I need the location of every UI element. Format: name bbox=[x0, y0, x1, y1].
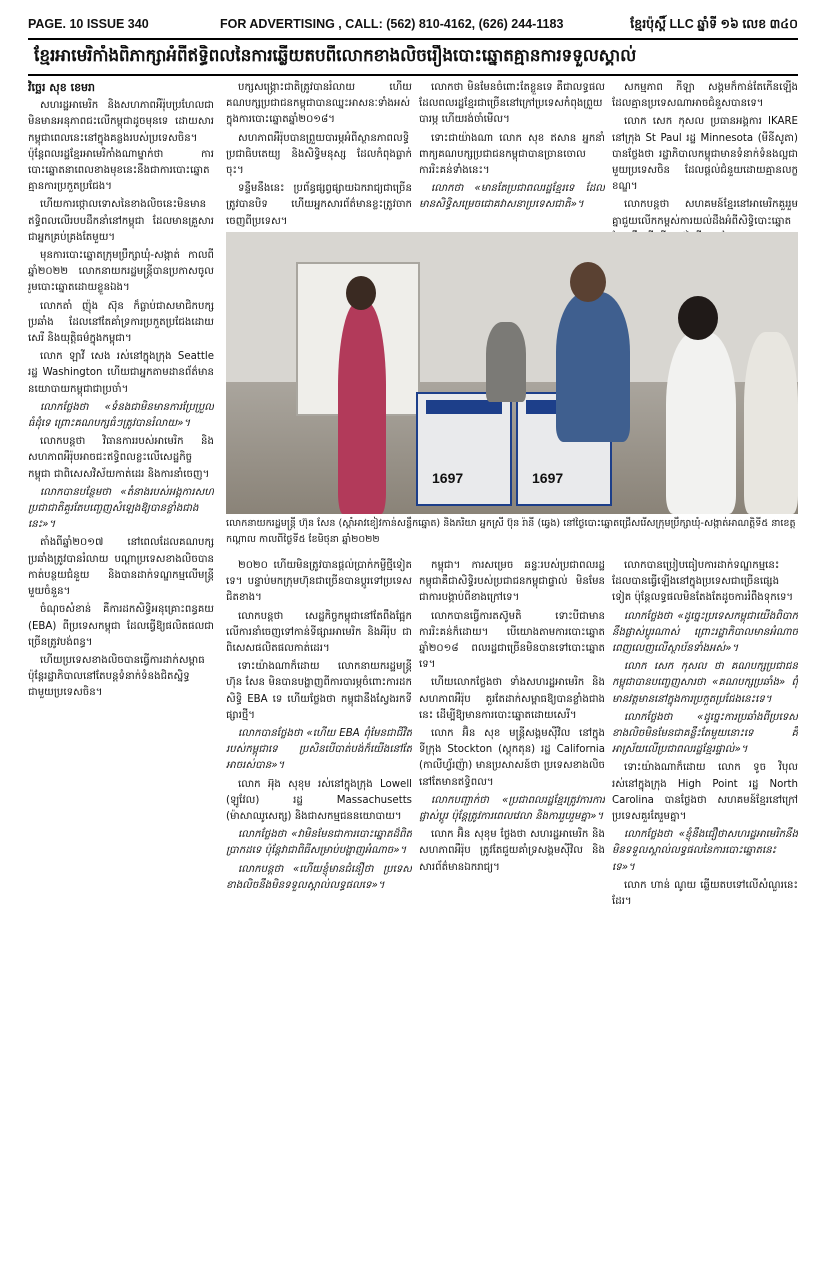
paragraph: លោក សេក កុសល ប្រធានអង្គការ IKARE នៅក្រុង St Paul រដ្ឋ Minnesota (មីនីសូតា) បានថ្លែងថា រដ្ឋាភិបាលកម្ពុជាមានទំនាក់ទំនងល្អជាមួយប្រទេសចិន ដែលផ្តល់ជំនួយដោយគ្មានលក្ខខណ្ឌ។ bbox=[612, 116, 798, 193]
article-column-1 bbox=[28, 80, 214, 1250]
paragraph: ទន្ទឹមនឹងនេះ ប្រព័ន្ធផ្សព្វផ្សាយឯករាជ្យជាច្រើនត្រូវបានបិទ ហើយអ្នកសារព័ត៌មានខ្លះត្រូវចាកចេញពីប្រទេស។ bbox=[226, 183, 412, 227]
paragraph: លោកបានធ្វើការតស៊ូមតិ ទោះបីជាមានការរិះគន់ក៏ដោយ។ បើយោងតាមការបោះឆ្នោតឆ្នាំ២០១៨ ពលរដ្ឋជាច្រើនមិនបានទៅបោះឆ្នោតទេ។ bbox=[419, 610, 605, 671]
column-4-top-body bbox=[612, 80, 798, 246]
paragraph: បក្សសង្គ្រោះជាតិត្រូវបានរំលាយ ហើយគណបក្សប្រជាជនកម្ពុជាបានឈ្នះអាសនៈទាំងអស់ក្នុងការបោះឆ្នោតឆ្នាំ២០១៨។ bbox=[226, 82, 412, 126]
paragraph: លោកថ្លែងថា «ដូច្នេះប្រទេសកម្ពុជាយើងពិបាកនឹងផ្លាស់ប្តូរណាស់ ព្រោះរដ្ឋាភិបាលមានអំណាចពេញលេញលើស្ថាប័នទាំងអស់»។ bbox=[612, 610, 798, 655]
paragraph: លោក អ៊ិន សុខ មន្ត្រីសង្គមស៊ីវិល នៅក្នុងទីក្រុង Stockton (ស្តុកតុន) រដ្ឋ California (កាលីហ្វ័រញ៉ា) មានប្រសាសន៍ថា ប្រទេសខាងលិចនៅតែមានឥទ្ធិពល។ bbox=[419, 728, 605, 788]
article-column-2-top bbox=[226, 80, 412, 230]
woman-figure bbox=[338, 302, 386, 514]
column-1-body bbox=[28, 98, 214, 701]
paragraph: លោក អ៊ិន សុខុម ថ្លែងថា សហរដ្ឋអាមេរិក និងសហភាពអឺរ៉ុប ត្រូវតែជួយគាំទ្រសង្គមស៊ីវិល និងសារព័ត៌មានឯករាជ្យ។ bbox=[419, 829, 605, 873]
column-4-bottom-body bbox=[612, 558, 798, 910]
official-head bbox=[678, 296, 718, 340]
paragraph: ហើយការថ្កោលទោសនៃខាងលិចនេះមិនមានឥទ្ធិពលលើរបបដឹកនាំនៅកម្ពុជា ដែលមានគ្រួសារជាអ្នកគ្រប់គ្រងតែមួយ។ bbox=[28, 199, 214, 243]
man-figure bbox=[556, 292, 630, 442]
page-issue-label: PAGE. 10 ISSUE 340 bbox=[28, 17, 149, 31]
paragraph: សហភាពអឺរ៉ុបបានព្រួយបារម្ភអំពីស្ថានភាពលទ្ធិប្រជាធិបតេយ្យ និងសិទ្ធិមនុស្ស ដែលកំពុងធ្លាក់ចុះ។ bbox=[226, 132, 412, 177]
paragraph: លោកបន្តថា វិធានការរបស់អាមេរិក និងសហភាពអឺរ៉ុបអាចជះឥទ្ធិពលខ្លះលើសេដ្ឋកិច្ចកម្ពុជា ជាពិសេសវិស័យកាត់ដេរ និងការនាំចេញ។ bbox=[28, 436, 214, 480]
article-column-3-top bbox=[419, 80, 605, 230]
staff-figure bbox=[744, 332, 798, 514]
byline: វិច្ឆេរ សុខ ខេមរា bbox=[28, 81, 96, 94]
paragraph: លោកបានប្រៀបធៀបការដាក់ទណ្ឌកម្មនេះ ដែលបានធ្វើឡើងនៅក្នុងប្រទេសជាច្រើនផ្សេងទៀត ប៉ុន្តែលទ្ធផលមិនតែងតែដូចការរំពឹងទុកទេ។ bbox=[612, 560, 794, 604]
paragraph: សកម្មភាព កីឡា សង្គមក៏កាន់តែកើនឡើង ដែលគ្មានប្រទេសណាអាចជំនួសបានទេ។ bbox=[612, 82, 798, 110]
article-column-3-bottom bbox=[419, 558, 605, 1258]
paragraph: លោកបន្តថា សហគមន៍ខ្មែរនៅអាមេរិកគួររួមគ្នាជួយលើកកម្ពស់ការយល់ដឹងអំពីសិទ្ធិបោះឆ្នោត bbox=[612, 199, 798, 227]
paragraph: ទោះជាយ៉ាងណា លោក សុខ ឥសាន អ្នកនាំពាក្យគណបក្សប្រជាជនកម្ពុជាបានច្រានចោលការរិះគន់ទាំងនេះ។ bbox=[419, 132, 605, 177]
advertising-contact: FOR ADVERTISING , CALL: (562) 810-4162, (626) 244-1183 bbox=[220, 17, 564, 31]
paragraph: ចំណុចសំខាន់ គឺការដកសិទ្ធិអនុគ្រោះពន្ធគយ (EBA) ពីប្រទេសកម្ពុជា ដែលធ្វើឱ្យផលិតផលជាច្រើនត្រូវបង់ពន្ធ។ bbox=[28, 604, 214, 648]
paragraph: ២០២០ ហើយមិនត្រូវបានផ្តល់ប្រាក់កម្ចីថ្មីទៀតទេ។ បន្ទាប់មកក្រុមហ៊ុនជាច្រើនបានប្តូរទៅប្រទេសជិតខាង។ bbox=[226, 560, 412, 604]
ballot-number-left: 1697 bbox=[432, 470, 464, 486]
paragraph: មុនការបោះឆ្នោតក្រុមប្រឹក្សាឃុំ-សង្កាត់ កាលពីឆ្នាំ២០២២ លោកនាយករដ្ឋមន្ត្រីបានប្រកាសចូលរួមបោះឆ្នោតដោយខ្លួនឯង។ bbox=[28, 250, 214, 294]
article-column-4-bottom bbox=[612, 558, 798, 1258]
column-2-bottom-body bbox=[226, 558, 412, 894]
paragraph: លោកបានបន្ថែមថា «តំនាងរបស់អង្គការសហប្រជាជាតិគួរតែបញ្ចេញសំឡេងឱ្យបានខ្លាំងជាងនេះ»។ bbox=[28, 486, 214, 531]
paragraph: លោកបញ្ជាក់ថា «ប្រជាពលរដ្ឋខ្មែរត្រូវការការផ្លាស់ប្តូរ ប៉ុន្តែត្រូវការពេលវេលា និងការរួបរួមគ្នា»។ bbox=[419, 794, 605, 823]
paragraph: ទោះយ៉ាងណាក៏ដោយ លោកនាយករដ្ឋមន្ត្រី ហ៊ុន សែន មិនបានបង្ហាញពីការបារម្ភចំពោះការដកសិទ្ធិ EBA ទេ ហើយថ្លែងថា កម្ពុជានឹងស្វែងរកទីផ្សារថ្មី។ bbox=[226, 661, 412, 721]
paragraph: តាំងពីឆ្នាំ២០១៧ នៅពេលដែលគណបក្សប្រឆាំងត្រូវបានរំលាយ បណ្តាប្រទេសខាងលិចបានកាត់បន្ថយជំនួយ និងបានដាក់ទណ្ឌកម្មលើមន្ត្រីមួយចំនួន។ bbox=[28, 537, 214, 598]
paragraph: លោក សេក កុសល ថា គណបក្សប្រជាជនកម្ពុជាបានបញ្ចេញសារថា «គណបក្សប្រឆាំង» ពុំមានវត្តមាននៅក្នុងការប្រកួតប្រជែងនេះទេ។ bbox=[612, 661, 798, 705]
photo-caption: លោកនាយករដ្ឋមន្ត្រី ហ៊ុន សែន (ស្តាំអាវខៀវកាន់សន្លឹកឆ្នោត) និងភរិយា អ្នកស្រី ប៊ុន រ៉ានី (ឆ្វេង) នៅថ្ងៃបោះឆ្នោតជ្រើសរើសក្រុមប្រឹក្សាឃុំ-សង្កាត់អាណត្តិទី៥ នាខេត្តកណ្តាល កាលពីថ្ងៃទី៥ ខែមិថុនា ឆ្នាំ២០២២ bbox=[226, 518, 796, 545]
paragraph: លោក ឡាវី សេង រស់នៅក្នុងក្រុង Seattle រដ្ឋ Washington ហើយជាអ្នកតាមដានព័ត៌មាននយោបាយកម្ពុជាជាប្រចាំ។ bbox=[28, 351, 214, 395]
paragraph: សហរដ្ឋអាមេរិក និងសហភាពអឺរ៉ុបប្រហែលជាមិនមានអនុភាពជះលើកម្ពុជាដូចមុនទេ ដោយសារកម្ពុជាពេលនេះនៅក្នុងគន្លងរបស់ប្រទេសចិន។ ប៉ុន្តែពលរដ្ឋខ្មែរអាមេរិកាំងណាម្នាក់ថា ការបោះឆ្នោតនាពេលខាងមុខនេះនឹងជាការបោះឆ្នោតគ្មានការប្រកួតប្រជែង។ bbox=[28, 100, 214, 193]
column-3-bottom-body bbox=[419, 558, 605, 876]
paragraph: លោក ហាន់ ណូយ ឆ្លើយតបទៅលើសំណួរនេះដែរ។ bbox=[612, 879, 798, 908]
official-figure bbox=[666, 332, 736, 514]
column-3-top-body bbox=[419, 80, 605, 214]
paragraph: ហើយប្រទេសខាងលិចបានធ្វើការដាក់សម្ពាធ ប៉ុន្តែរដ្ឋាភិបាលនៅតែបន្តទំនាក់ទំនងជិតស្និទ្ធជាមួយប្រទេសចិន។ bbox=[28, 654, 205, 699]
ballot-box-left bbox=[416, 392, 512, 506]
bystander-figure bbox=[486, 322, 526, 402]
column-2-top-body bbox=[226, 80, 412, 230]
paragraph: លោកបន្តថា «ហើយខ្ញុំមានជំនឿថា ប្រទេសខាងលិចនឹងមិនទទួលស្គាល់លទ្ធផលទេ»។ bbox=[226, 863, 412, 891]
woman-head bbox=[346, 276, 376, 310]
headline: ខ្មែរអាមេរិកាំងពិភាក្សាអំពីឥទ្ធិពលនៃការឆ្លើយតបពីលោកខាងលិចរឿងបោះឆ្នោតគ្មានការទទួលស្គាល់ bbox=[34, 45, 637, 66]
ballot-number-right: 1697 bbox=[532, 470, 564, 486]
page-header bbox=[28, 14, 798, 34]
headline-bar bbox=[28, 38, 798, 76]
paragraph: ទោះយ៉ាងណាក៏ដោយ លោក ទូច វិបុល រស់នៅក្នុងក្រុង High Point រដ្ឋ North Carolina បានថ្លែងថា សហគមន៍ខ្មែរនៅក្រៅប្រទេសគួរតែរួមគ្នា។ bbox=[612, 762, 798, 823]
man-head bbox=[570, 262, 606, 302]
paragraph: លោកបានថ្លែងថា «ហើយ EBA ពុំមែនជាជីវិតរបស់កម្ពុជាទេ ប្រសិនបើបាត់បង់ក៏យើងនៅតែអាចរស់បាន»។ bbox=[226, 728, 412, 772]
paragraph: លោកថ្លែងថា «ដូច្នេះការប្រឆាំងពីប្រទេសខាងលិចមិនមែនជាគន្លឹះតែមួយនោះទេ គឺអាស្រ័យលើប្រជាពលរដ្ឋខ្មែរផ្ទាល់»។ bbox=[612, 711, 798, 756]
news-photo bbox=[226, 232, 798, 514]
paragraph: លោកតាំ ញ៉ុង ស៊ុន ក៏ធ្លាប់ជាសមាជិកបក្សប្រឆាំង ដែលនៅតែគាំទ្រការប្រកួតប្រជែងដោយសេរី និងយុត្តិធម៌ក្នុងកម្ពុជា។ bbox=[28, 300, 214, 345]
paragraph: លោកថា មិនមែនចំពោះតែខ្លួនទេ គឺជាលទ្ធផលដែលពលរដ្ឋខ្មែរជាច្រើននៅក្រៅប្រទេសកំពុងព្រួយបារម្ភ ហើយរង់ចាំមើល។ bbox=[419, 82, 605, 126]
paragraph: ហើយលោកថ្លែងថា ទាំងសហរដ្ឋអាមេរិក និងសហភាពអឺរ៉ុប គួរតែដាក់សម្ពាធឱ្យបានខ្លាំងជាងនេះ ដើម្បីឱ្យមានការបោះឆ្នោតដោយសេរី។ bbox=[419, 677, 605, 721]
paragraph: លោកថា «មានតែប្រជាពលរដ្ឋខ្មែរទេ ដែលមានសិទ្ធិសម្រេចជោគវាសនាប្រទេសជាតិ»។ bbox=[419, 183, 605, 211]
paragraph: លោកថ្លែងថា «ខ្ញុំនឹងជឿថាសហរដ្ឋអាមេរិកនឹងមិនទទួលស្គាល់លទ្ធផលនៃការបោះឆ្នោតនេះទេ»។ bbox=[612, 829, 798, 873]
article-column-2-bottom bbox=[226, 558, 412, 1258]
paragraph: លោកថ្លែងថា «ទំនងជាមិនមានការប្រែប្រួលធំដុំទេ ព្រោះគណបក្សធំៗត្រូវបានរំលាយ»។ bbox=[28, 401, 214, 430]
publication-masthead: ខ្មែរប៉ុស្តិ៍ LLC ឆ្នាំទី ១៦ លេខ ៣៤០ bbox=[630, 17, 798, 31]
paragraph: លោក អ៊ុង សុខុម រស់នៅក្នុងក្រុង Lowell (ឡូវែល) រដ្ឋ Massachusetts (ម៉ាសាឈូសេត្ស) និងជាសកម្មជននយោបាយ។ bbox=[226, 778, 412, 823]
paragraph: កម្ពុជា។ ការសម្រេច ឆន្ទៈរបស់ប្រជាពលរដ្ឋកម្ពុជាគឺជាសិទ្ធិរបស់ប្រជាជនកម្ពុជាផ្ទាល់ មិនមែនជាការបង្គាប់ពីខាងក្រៅទេ។ bbox=[419, 560, 605, 604]
paragraph: លោកបន្តថា សេដ្ឋកិច្ចកម្ពុជានៅតែពឹងផ្អែកលើការនាំចេញទៅកាន់ទីផ្សារអាមេរិក និងអឺរ៉ុប ជាពិសេសផលិតផលកាត់ដេរ។ bbox=[226, 610, 412, 655]
paragraph: លោកថ្លែងថា «វាមិនមែនជាការបោះឆ្នោតដ៏ពិតប្រាកដទេ ប៉ុន្តែវាជាពិធីសម្រាប់បង្ហាញអំណាច»។ bbox=[226, 829, 412, 857]
